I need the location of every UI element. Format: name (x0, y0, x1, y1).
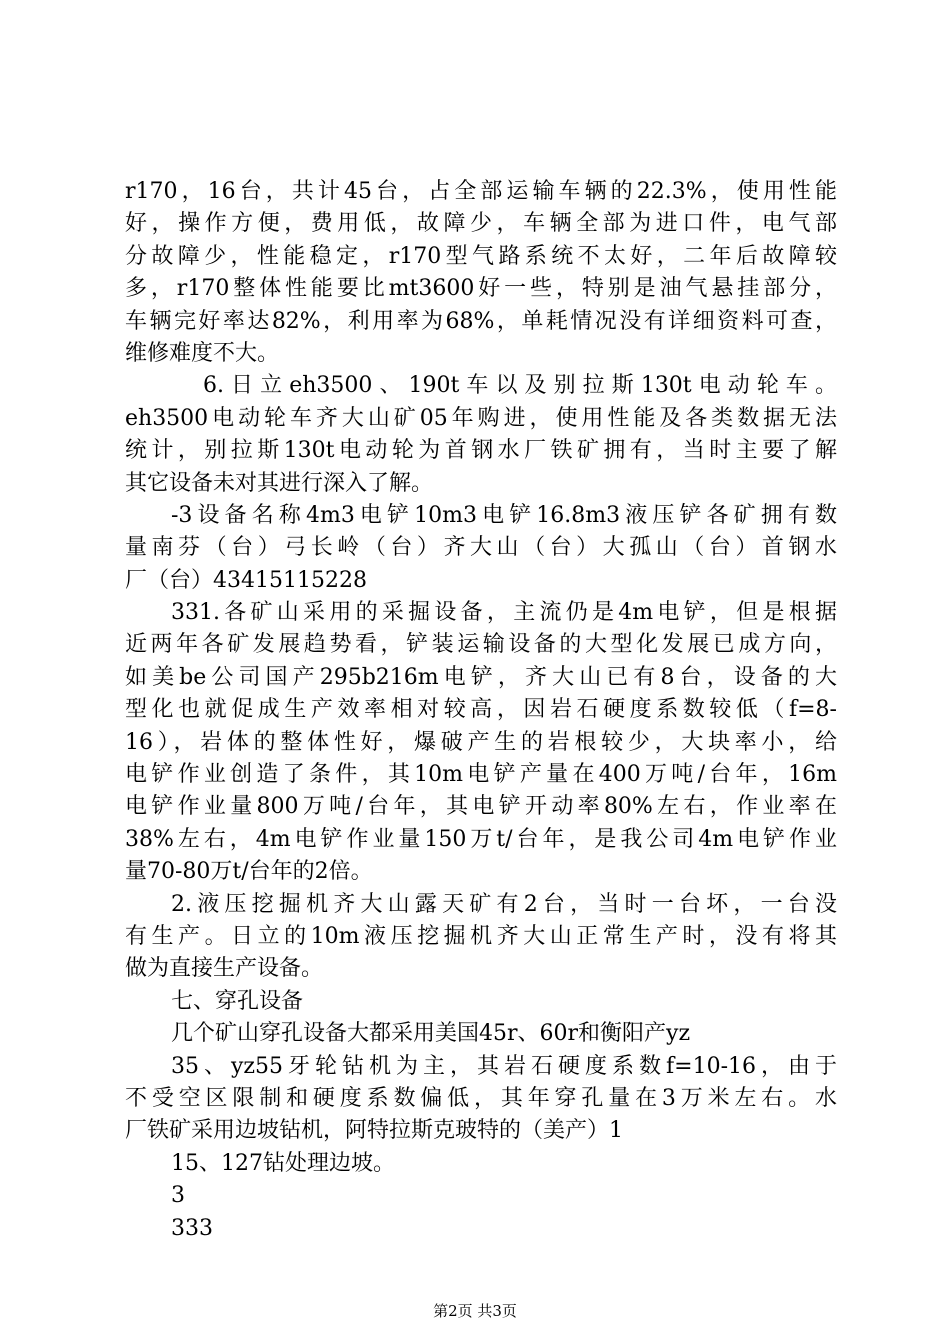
text-line: 331.各矿山采用的采掘设备，主流仍是4m电铲，但是根据 (171, 600, 837, 626)
text-line: -3设备名称4m3电铲10m3电铲16.8m3液压铲各矿拥有数 (171, 502, 837, 528)
text-line: 多，r170整体性能要比mt3600好一些，特别是油气悬挂部分， (125, 276, 837, 302)
text-line: 15、127钻处理边坡。 (171, 1150, 395, 1176)
text-line: 38%左右，4m电铲作业量150万t/台年，是我公司4m电铲作业 (125, 826, 837, 852)
text-line: eh3500电动轮车齐大山矿05年购进，使用性能及各类数据无法 (125, 405, 837, 431)
text-line: 16），岩体的整体性好，爆破产生的岩根较少，大块率小，给 (125, 729, 837, 755)
text-line: 统计，别拉斯130t电动轮为首钢水厂铁矿拥有，当时主要了解 (125, 438, 837, 464)
text-line: 333 (171, 1215, 213, 1241)
text-line: 量70-80万t/台年的2倍。 (125, 859, 373, 885)
text-line: 电铲作业量800万吨/台年，其电铲开动率80%左右，作业率在 (125, 794, 837, 820)
text-line: 其它设备未对其进行深入了解。 (125, 470, 434, 496)
text-line: 车辆完好率达82%，利用率为68%，单耗情况没有详细资料可查， (125, 308, 837, 334)
text-line: 厂（台）43415115228 (125, 567, 367, 593)
text-line: 维修难度不大。 (125, 340, 280, 366)
text-line: 6.日立eh3500、190t车以及别拉斯130t电动轮车。 (203, 373, 837, 399)
text-line: 型化也就促成生产效率相对较高，因岩石硬度系数较低（f=8- (125, 697, 837, 723)
text-line: 电铲作业创造了条件，其10m电铲产量在400万吨/台年，16m (125, 762, 837, 788)
text-line: 2.液压挖掘机齐大山露天矿有2台，当时一台坏，一台没 (171, 891, 837, 917)
text-line: 如美be公司国产295b216m电铲，齐大山已有8台，设备的大 (125, 664, 837, 690)
text-line: 做为直接生产设备。 (125, 956, 324, 982)
text-line: 厂铁矿采用边坡钻机，阿特拉斯克玻特的（美产）1 (125, 1118, 623, 1144)
text-line: 好，操作方便，费用低，故障少，车辆全部为进口件，电气部 (125, 211, 837, 237)
text-line: 不受空区限制和硬度系数偏低，其年穿孔量在3万米左右。水 (125, 1085, 837, 1111)
text-line: 有生产。日立的10m液压挖掘机齐大山正常生产时，没有将其 (125, 923, 837, 949)
body-text (125, 176, 837, 1245)
text-line: 35、yz55牙轮钻机为主，其岩石硬度系数f=10-16，由于 (171, 1053, 837, 1079)
text-line: 近两年各矿发展趋势看，铲装运输设备的大型化发展已成方向， (125, 632, 837, 658)
text-line: 七、穿孔设备 (171, 988, 304, 1014)
page-footer: 第2页 共3页 (433, 1302, 517, 1320)
text-line: 几个矿山穿孔设备大都采用美国45r、60r和衡阳产yz (171, 1021, 691, 1047)
text-line: r170，16台，共计45台，占全部运输车辆的22.3%，使用性能 (125, 179, 837, 204)
text-line: 分故障少，性能稳定，r170型气路系统不太好，二年后故障较 (125, 243, 837, 269)
text-line: 量南芬（台）弓长岭（台）齐大山（台）大孤山（台）首钢水 (125, 535, 837, 561)
text-line: 3 (171, 1183, 185, 1209)
